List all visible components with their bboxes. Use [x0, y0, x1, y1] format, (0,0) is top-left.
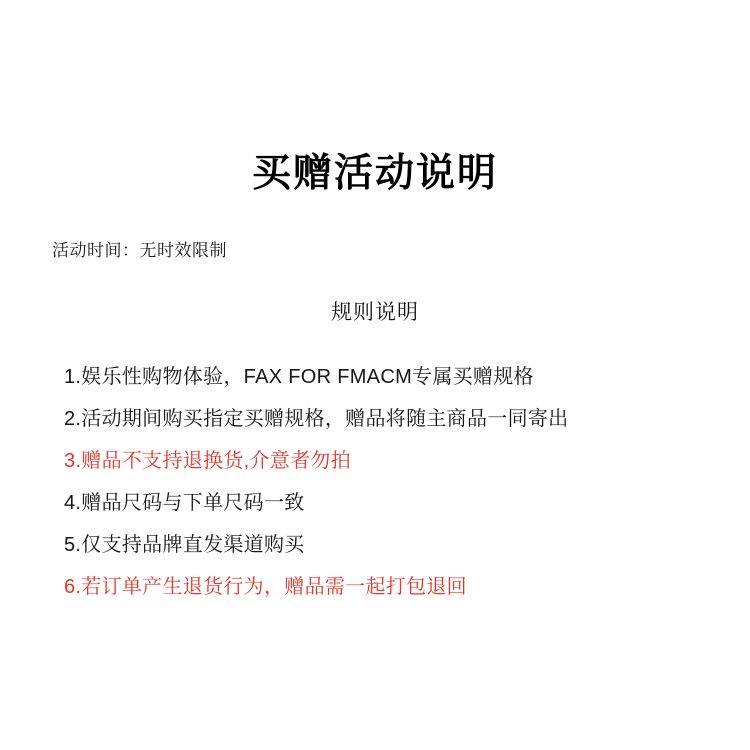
- list-item: 1.娱乐性购物体验，FAX FOR FMACM专属买赠规格: [64, 366, 534, 388]
- list-item: 5.仅支持品牌直发渠道购买: [64, 534, 305, 556]
- rules-list: [64, 356, 704, 608]
- page-title: 买赠活动说明: [251, 152, 498, 195]
- list-item: 4.赠品尺码与下单尺码一致: [64, 492, 305, 514]
- list-item: 3.赠品不支持退换货,介意者勿拍: [64, 450, 352, 472]
- list-item: 2.活动期间购买指定买赠规格，赠品将随主商品一同寄出: [64, 408, 569, 430]
- activity-time-label: 活动时间：无时效限制: [52, 241, 227, 260]
- rules-section-heading: 规则说明: [331, 300, 419, 324]
- list-item: 6.若订单产生退货行为，赠品需一起打包退回: [64, 576, 467, 598]
